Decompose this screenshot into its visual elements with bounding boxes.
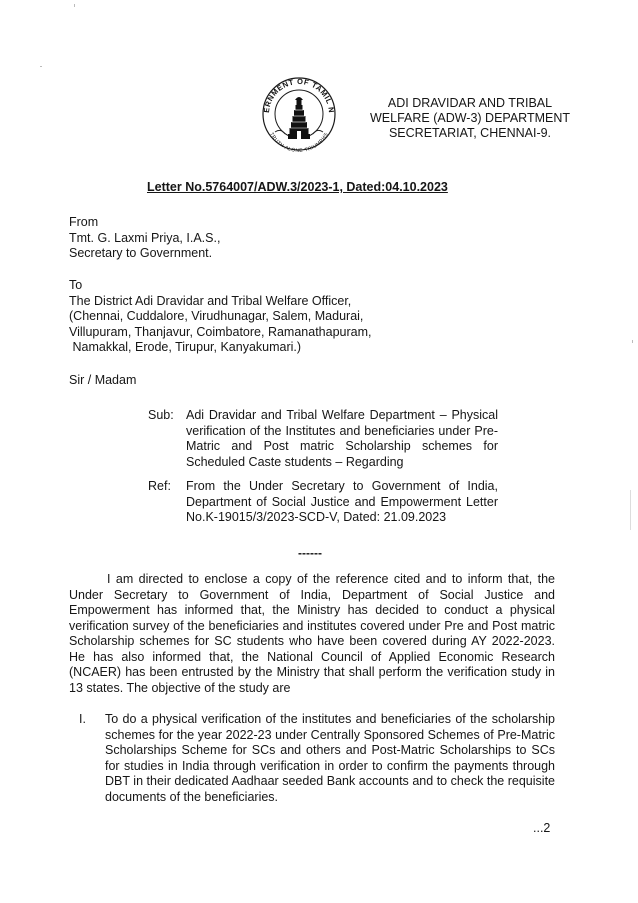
emblem-seal-text-top: ERNMENT OF TAMIL N <box>261 76 337 114</box>
scan-speck <box>630 490 631 530</box>
letter-number: Letter No.5764007/ADW.3/2023-1, Dated:04.10.2023 <box>147 180 448 194</box>
salutation: Sir / Madam <box>69 373 137 387</box>
to-label: To <box>69 278 83 292</box>
body-paragraph: I am directed to enclose a copy of the reference cited and to inform that, the Under Secretary to Government of India, Department of Social Justice and Empowerment has informed that, the Ministry has decided to conduct a physical verification survey of the beneficiaries and institutes covered under Pre and Post matric Scholarship schemes for SC students who have been covered during AY 2022-2023. He has also informed that, the National Council of Applied Economic Research (NCAER) has been entrusted by the Ministry that shall perform the verification study in 13 states. The objective of the study are <box>69 572 555 695</box>
department-line-2: WELFARE (ADW-3) DEPARTMENT <box>370 111 571 125</box>
from-block <box>69 215 220 262</box>
subject-section <box>148 408 498 470</box>
section-separator: ------ <box>298 546 322 560</box>
sender-name: Tmt. G. Laxmi Priya, I.A.S., <box>69 230 221 245</box>
department-address <box>370 96 570 141</box>
objective-number: I. <box>79 712 86 726</box>
scan-speck <box>40 66 42 67</box>
recipient-line-3: Villupuram, Thanjavur, Coimbatore, Ramanathapuram, <box>69 324 372 339</box>
department-line-1: ADI DRAVIDAR AND TRIBAL <box>387 96 553 110</box>
recipient-line-1: The District Adi Dravidar and Tribal Welfare Officer, <box>69 293 352 308</box>
recipient-line-4: Namakkal, Erode, Tirupur, Kanyakumari.) <box>69 340 302 354</box>
subject-text: Adi Dravidar and Tribal Welfare Department – Physical verification of the Institutes and beneficiaries under Pre-Matric and Post matric Scholarship schemes for Scheduled Caste students – Regarding <box>186 408 498 469</box>
to-block <box>69 278 371 356</box>
scan-speck <box>74 4 75 7</box>
department-line-3: SECRETARIAT, CHENNAI-9. <box>388 126 552 140</box>
objective-text: To do a physical verification of the institutes and beneficiaries of the scholarship schemes for the year 2022-23 under Centrally Sponsored Schemes of Pre-Matric Scholarships Scheme for SCs and others and Post-Matric Scholarships to SCs for studies in India through verification in order to confirm the payments through DBT in their dedicated Aadhaar seeded Bank accounts and to check the requisite documents of the beneficiaries. <box>105 712 555 804</box>
from-label: From <box>69 215 99 229</box>
reference-label: Ref: <box>148 479 171 493</box>
page-continuation: ...2 <box>533 821 551 835</box>
objective-item <box>69 712 555 805</box>
temple-gopuram-icon <box>288 97 310 139</box>
sender-designation: Secretary to Government. <box>69 246 213 260</box>
scan-speck <box>632 340 633 343</box>
emblem-seal-text-bottom: TRUTH ALONE TRIUMPHS <box>268 131 330 155</box>
recipient-line-2: (Chennai, Cuddalore, Virudhunagar, Salem, Madurai, <box>69 309 364 323</box>
tamil-nadu-emblem <box>255 70 343 158</box>
reference-text: From the Under Secretary to Government of India, Department of Social Justice and Empowerment Letter No.K-19015/3/2023-SCD-V, Dated: 21.09.2023 <box>186 479 498 524</box>
subject-label: Sub: <box>148 408 174 422</box>
reference-section <box>148 479 498 526</box>
